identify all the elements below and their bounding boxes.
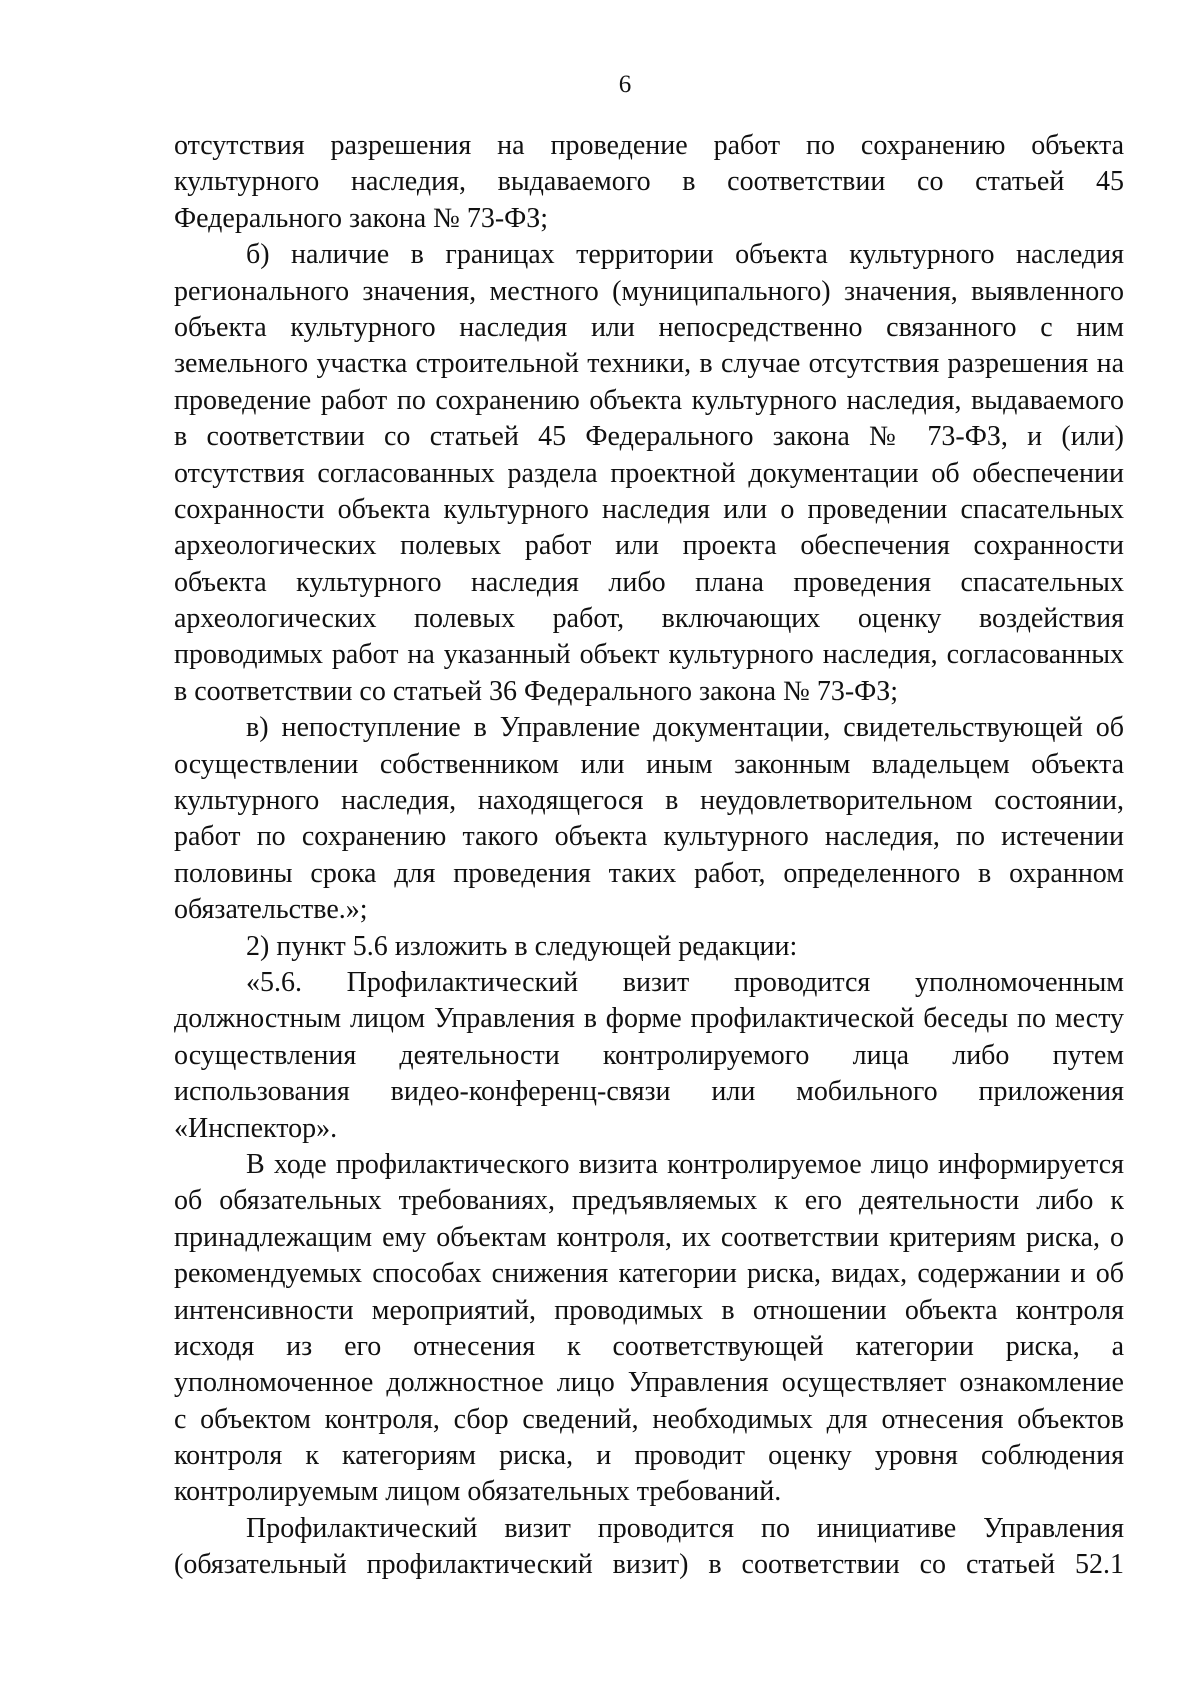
text-line: регионального значения, местного (муниципального) значения, выявленного — [174, 275, 1124, 307]
text-line: (обязательный профилактический визит) в соответствии со статьей 52.1 — [174, 1549, 1124, 1581]
text-line: работ по сохранению такого объекта культурного наследия, по истечении — [174, 821, 1124, 853]
document-body — [174, 128, 1124, 1584]
text-line: использования видео-конференц-связи или мобильного приложения — [174, 1076, 1124, 1108]
text-line: археологических полевых работ или проекта обеспечения сохранности — [174, 530, 1124, 562]
page-number: 6 — [618, 71, 632, 98]
text-line: культурного наследия, находящегося в неудовлетворительном состоянии, — [174, 785, 1124, 817]
text-line: Федерального закона № 73-ФЗ; — [174, 202, 549, 234]
text-line: «Инспектор». — [174, 1112, 338, 1144]
text-line: рекомендуемых способах снижения категории риска, видах, содержании и об — [174, 1258, 1124, 1290]
text-line: осуществления деятельности контролируемого лица либо путем — [174, 1039, 1124, 1071]
text-line: половины срока для проведения таких работ, определенного в охранном — [174, 857, 1124, 889]
text-line: контроля к категориям риска, и проводит оценку уровня соблюдения — [174, 1440, 1124, 1472]
text-line: осуществлении собственником или иным законным владельцем объекта — [174, 748, 1124, 780]
text-line: интенсивности мероприятий, проводимых в отношении объекта контроля — [174, 1294, 1124, 1326]
text-line: проведение работ по сохранению объекта культурного наследия, выдаваемого — [174, 384, 1124, 416]
text-line: Профилактический визит проводится по инициативе Управления — [246, 1512, 1124, 1544]
text-line: сохранности объекта культурного наследия или о проведении спасательных — [174, 493, 1124, 525]
text-line: в соответствии со статьей 36 Федерального закона № 73-ФЗ; — [174, 675, 899, 707]
text-line: в) непоступление в Управление документации, свидетельствующей об — [246, 712, 1124, 744]
text-line: археологических полевых работ, включающих оценку воздействия — [174, 603, 1124, 635]
text-line: принадлежащим ему объектам контроля, их соответствии критериям риска, о — [174, 1221, 1124, 1253]
text-line: контролируемым лицом обязательных требований. — [174, 1476, 782, 1508]
text-line: должностным лицом Управления в форме профилактической беседы по месту — [174, 1003, 1124, 1035]
text-line: исходя из его отнесения к соответствующей категории риска, а — [174, 1330, 1124, 1362]
text-line: объекта культурного наследия или непосредственно связанного с ним — [174, 311, 1124, 343]
text-line: б) наличие в границах территории объекта культурного наследия — [246, 239, 1124, 271]
text-line: об обязательных требованиях, предъявляемых к его деятельности либо к — [174, 1185, 1124, 1217]
text-line: 2) пункт 5.6 изложить в следующей редакции: — [246, 930, 798, 962]
text-line: в соответствии со статьей 45 Федерального закона № 73-ФЗ, и (или) — [174, 421, 1124, 453]
text-line: В ходе профилактического визита контролируемое лицо информируется — [246, 1148, 1124, 1180]
text-line: культурного наследия, выдаваемого в соответствии со статьей 45 — [174, 166, 1124, 198]
text-line: обязательстве.»; — [174, 894, 368, 926]
text-line: «5.6. Профилактический визит проводится уполномоченным — [246, 966, 1124, 998]
text-line: уполномоченное должностное лицо Управления осуществляет ознакомление — [174, 1367, 1124, 1399]
text-line: проводимых работ на указанный объект культурного наследия, согласованных — [174, 639, 1124, 671]
text-line: объекта культурного наследия либо плана проведения спасательных — [174, 566, 1124, 598]
text-line: отсутствия разрешения на проведение работ по сохранению объекта — [174, 130, 1124, 161]
text-line: земельного участка строительной техники, в случае отсутствия разрешения на — [174, 348, 1124, 380]
text-line: с объектом контроля, сбор сведений, необходимых для отнесения объектов — [174, 1403, 1124, 1435]
text-line: отсутствия согласованных раздела проектной документации об обеспечении — [174, 457, 1124, 489]
